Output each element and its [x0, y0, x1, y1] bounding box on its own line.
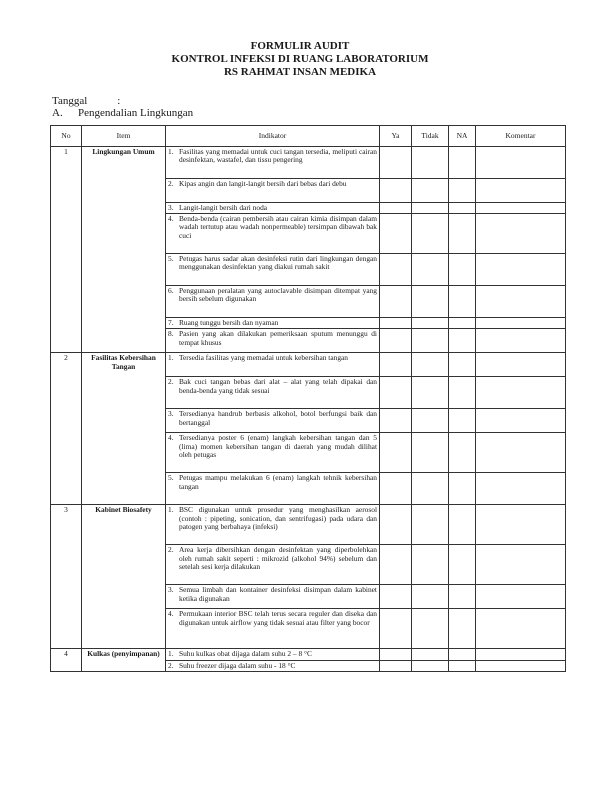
indicator-text: BSC digunakan untuk prosedur yang menghasilkan aerosol (contoh : pipeting, sonication, dan sentrifugasi) pada udara dan patogen yang berbahaya (infeksi) — [179, 505, 377, 531]
indicator-number: 5. — [168, 254, 174, 264]
ya-cell[interactable] — [380, 409, 412, 433]
komentar-cell[interactable] — [476, 329, 566, 353]
indicator-number: 2. — [168, 545, 174, 555]
indicator-cell — [166, 179, 380, 203]
tidak-cell[interactable] — [412, 254, 449, 286]
ya-cell[interactable] — [380, 505, 412, 545]
indicator-cell — [166, 203, 380, 214]
item-name: Fasilitas Kebersihan Tangan — [82, 353, 166, 505]
ya-cell[interactable] — [380, 649, 412, 660]
indicator-number: 1. — [168, 505, 174, 515]
komentar-cell[interactable] — [476, 433, 566, 473]
indicator-number: 4. — [168, 214, 174, 224]
komentar-cell[interactable] — [476, 214, 566, 254]
indicator-text: Semua limbah dan kontainer desinfeksi disimpan dalam kabinet ketika digunakan — [179, 585, 377, 603]
komentar-cell[interactable] — [476, 318, 566, 329]
komentar-cell[interactable] — [476, 254, 566, 286]
ya-cell[interactable] — [380, 214, 412, 254]
komentar-cell[interactable] — [476, 377, 566, 409]
na-cell[interactable] — [449, 409, 476, 433]
item-name: Lingkungan Umum — [82, 147, 166, 353]
ya-cell[interactable] — [380, 585, 412, 609]
tidak-cell[interactable] — [412, 545, 449, 585]
na-cell[interactable] — [449, 179, 476, 203]
item-name: Kulkas (penyimpanan) — [82, 649, 166, 671]
header-no: No — [51, 126, 82, 147]
indicator-cell — [166, 609, 380, 649]
komentar-cell[interactable] — [476, 505, 566, 545]
table-row — [51, 353, 566, 377]
na-cell[interactable] — [449, 377, 476, 409]
header-item: Item — [82, 126, 166, 147]
indicator-text: Tersedianya poster 6 (enam) langkah kebersihan tangan dan 5 (lima) momen kebersihan tangan di daerah yang mudah dilihat oleh petugas — [179, 433, 377, 459]
tidak-cell[interactable] — [412, 505, 449, 545]
indicator-number: 6. — [168, 286, 174, 296]
indicator-text: Suhu freezer dijaga dalam suhu - 18 °C — [179, 660, 296, 670]
ya-cell[interactable] — [380, 377, 412, 409]
indicator-cell — [166, 409, 380, 433]
na-cell[interactable] — [449, 214, 476, 254]
header-komentar: Komentar — [476, 126, 566, 147]
table-header-row — [51, 126, 566, 147]
indicator-text: Benda-benda (cairan pembersih atau cairan kimia disimpan dalam wadah tertutup atau wadah nonpermeable) tersimpan dibawah bak cuci — [179, 214, 377, 240]
row-number: 4 — [51, 649, 82, 671]
na-cell[interactable] — [449, 286, 476, 318]
komentar-cell[interactable] — [476, 286, 566, 318]
tidak-cell[interactable] — [412, 318, 449, 329]
indicator-cell — [166, 329, 380, 353]
ya-cell[interactable] — [380, 473, 412, 505]
header-ya: Ya — [380, 126, 412, 147]
ya-cell[interactable] — [380, 660, 412, 671]
item-name: Kabinet Biosafety — [82, 505, 166, 649]
indicator-text: Permukaan interior BSC telah terus secara reguler dan diseka dan digunakan untuk airflow yang tidak sesuai atau filter yang bocor — [179, 609, 377, 627]
indicator-text: Pasien yang akan dilakukan pemeriksaan sputum menunggu di tempat khusus — [179, 329, 377, 347]
na-cell[interactable] — [449, 433, 476, 473]
tidak-cell[interactable] — [412, 353, 449, 377]
header-indikator: Indikator — [166, 126, 380, 147]
ya-cell[interactable] — [380, 353, 412, 377]
indicator-cell — [166, 214, 380, 254]
form-header — [0, 40, 600, 79]
tidak-cell[interactable] — [412, 203, 449, 214]
indicator-cell — [166, 473, 380, 505]
indicator-number: 2. — [168, 179, 174, 188]
indicator-text: Petugas mampu melakukan 6 (enam) langkah tehnik kebersihan tangan — [179, 473, 377, 491]
ya-cell[interactable] — [380, 147, 412, 179]
indicator-number: 8. — [168, 329, 174, 339]
na-cell[interactable] — [449, 203, 476, 214]
indicator-cell — [166, 353, 380, 377]
indicator-text: Area kerja dibersihkan dengan desinfektan yang diperbolehkan oleh rumah sakit seperti : mikrozid (alkohol 94%) sebelum dan setelah sesi kerja dilakukan — [179, 545, 377, 571]
komentar-cell[interactable] — [476, 147, 566, 179]
tidak-cell[interactable] — [412, 473, 449, 505]
ya-cell[interactable] — [380, 329, 412, 353]
ya-cell[interactable] — [380, 433, 412, 473]
table-row — [51, 147, 566, 179]
indicator-number: 2. — [168, 660, 174, 670]
ya-cell[interactable] — [380, 286, 412, 318]
indicator-number: 3. — [168, 409, 174, 419]
indicator-text: Fasilitas yang memadai untuk cuci tangan tersedia, meliputi cairan desinfektan, wastafel, dan tissu pengering — [179, 147, 377, 165]
tidak-cell[interactable] — [412, 329, 449, 353]
form-title: FORMULIR AUDIT — [250, 40, 350, 52]
indicator-text: Suhu kulkas obat dijaga dalam suhu 2 – 8 °C — [179, 649, 312, 659]
tidak-cell[interactable] — [412, 147, 449, 179]
komentar-cell[interactable] — [476, 609, 566, 649]
indicator-text: Kipas angin dan langit-langit bersih dari bebas dari debu — [179, 179, 347, 188]
na-cell[interactable] — [449, 473, 476, 505]
komentar-cell[interactable] — [476, 203, 566, 214]
indicator-number: 1. — [168, 353, 174, 363]
section-title: Pengendalian Lingkungan — [78, 107, 194, 119]
header-na: NA — [449, 126, 476, 147]
na-cell[interactable] — [449, 585, 476, 609]
date-field — [52, 95, 120, 107]
na-cell[interactable] — [449, 660, 476, 671]
indicator-cell — [166, 585, 380, 609]
komentar-cell[interactable] — [476, 649, 566, 660]
indicator-number: 4. — [168, 609, 174, 619]
komentar-cell[interactable] — [476, 179, 566, 203]
indicator-text: Penggunaan peralatan yang autoclavable disimpan ditempat yang bersih sebelum digunakan — [179, 286, 377, 304]
date-label: Tanggal — [52, 95, 88, 107]
na-cell[interactable] — [449, 254, 476, 286]
na-cell[interactable] — [449, 318, 476, 329]
indicator-cell — [166, 254, 380, 286]
indicator-text: Ruang tunggu bersih dan nyaman — [179, 318, 279, 328]
indicator-cell — [166, 545, 380, 585]
komentar-cell[interactable] — [476, 473, 566, 505]
indicator-cell — [166, 147, 380, 179]
tidak-cell[interactable] — [412, 649, 449, 660]
na-cell[interactable] — [449, 545, 476, 585]
ya-cell[interactable] — [380, 318, 412, 329]
hospital-name: RS RAHMAT INSAN MEDIKA — [223, 66, 377, 78]
indicator-number: 3. — [168, 585, 174, 595]
indicator-cell — [166, 505, 380, 545]
tidak-cell[interactable] — [412, 609, 449, 649]
ya-cell[interactable] — [380, 609, 412, 649]
na-cell[interactable] — [449, 353, 476, 377]
komentar-cell[interactable] — [476, 660, 566, 671]
form-subtitle: KONTROL INFEKSI DI RUANG LABORATORIUM — [171, 53, 429, 65]
audit-table-body — [51, 147, 566, 672]
tidak-cell[interactable] — [412, 214, 449, 254]
header-tidak: Tidak — [412, 126, 449, 147]
komentar-cell[interactable] — [476, 585, 566, 609]
tidak-cell[interactable] — [412, 409, 449, 433]
tidak-cell[interactable] — [412, 377, 449, 409]
indicator-number: 1. — [168, 649, 174, 659]
indicator-text: Petugas harus sadar akan desinfeksi rutin dari lingkungan dengan menggunakan desinfektan yang diakui rumah sakit — [179, 254, 377, 272]
section-heading — [52, 107, 193, 119]
na-cell[interactable] — [449, 329, 476, 353]
indicator-number: 5. — [168, 473, 174, 483]
indicator-number: 3. — [168, 203, 174, 212]
indicator-number: 1. — [168, 147, 174, 156]
indicator-text: Tersedianya handrub berbasis alkohol, botol berfungsi baik dan bertanggal — [179, 409, 377, 427]
indicator-text: Tersedia fasilitas yang memadai untuk kebersihan tangan — [179, 353, 348, 363]
ya-cell[interactable] — [380, 254, 412, 286]
indicator-number: 2. — [168, 377, 174, 387]
indicator-cell — [166, 318, 380, 329]
tidak-cell[interactable] — [412, 433, 449, 473]
indicator-text: Langit-langit bersih dari noda — [179, 203, 268, 212]
indicator-text: Bak cuci tangan bebas dari alat – alat yang telah dipakai dan benda-benda yang tidak sesuai — [179, 377, 377, 395]
indicator-cell — [166, 660, 380, 671]
na-cell[interactable] — [449, 505, 476, 545]
table-row — [51, 649, 566, 660]
indicator-cell — [166, 649, 380, 660]
komentar-cell[interactable] — [476, 409, 566, 433]
row-number: 2 — [51, 353, 82, 505]
komentar-cell[interactable] — [476, 353, 566, 377]
na-cell[interactable] — [449, 147, 476, 179]
indicator-cell — [166, 433, 380, 473]
na-cell[interactable] — [449, 609, 476, 649]
tidak-cell[interactable] — [412, 179, 449, 203]
na-cell[interactable] — [449, 649, 476, 660]
ya-cell[interactable] — [380, 203, 412, 214]
audit-table — [50, 125, 566, 672]
date-colon: : — [117, 95, 121, 107]
indicator-number: 4. — [168, 433, 174, 443]
ya-cell[interactable] — [380, 545, 412, 585]
tidak-cell[interactable] — [412, 286, 449, 318]
tidak-cell[interactable] — [412, 660, 449, 671]
komentar-cell[interactable] — [476, 545, 566, 585]
ya-cell[interactable] — [380, 179, 412, 203]
row-number: 1 — [51, 147, 82, 353]
section-letter: A. — [52, 107, 63, 119]
table-row — [51, 505, 566, 545]
indicator-cell — [166, 286, 380, 318]
tidak-cell[interactable] — [412, 585, 449, 609]
indicator-number: 7. — [168, 318, 174, 328]
indicator-cell — [166, 377, 380, 409]
row-number: 3 — [51, 505, 82, 649]
